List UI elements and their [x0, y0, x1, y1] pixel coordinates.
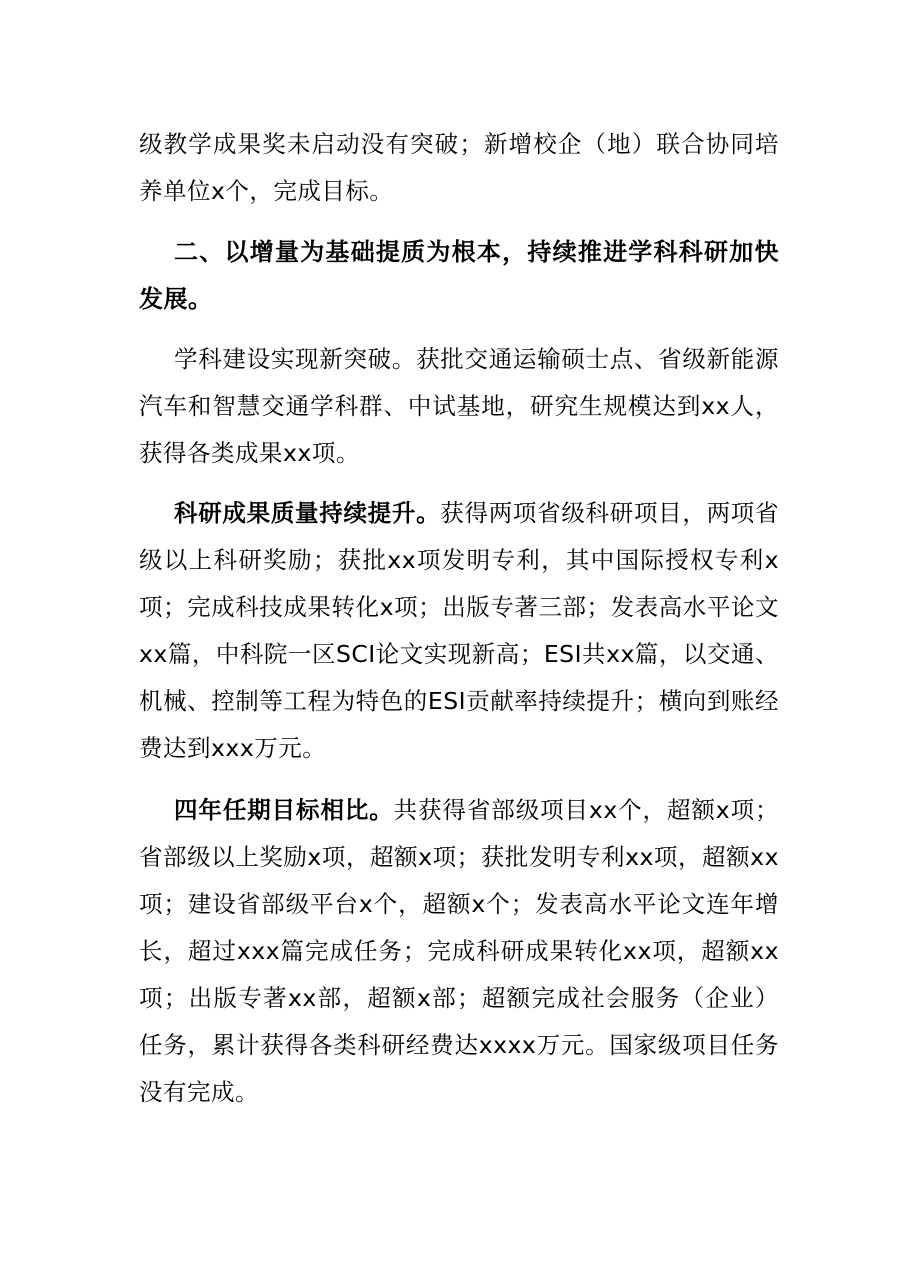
- paragraph-text: 获得两项省级科研项目，两项省级以上科研奖励；获批xx项发明专利，其中国际授权专利x项；完成科技成果转化x项；出版专著三部；发表高水平论文xx篇，中科院一区SCI论文实现新高；ESI共xx篇，以交通、机械、控制等工程为特色的ESI贡献率持续提升；横向到账经费达到xxx万元。: [139, 499, 780, 762]
- paragraph-text: 学科建设实现新突破。获批交通运输硕士点、省级新能源汽车和智慧交通学科群、中试基地，研究生规模达到xx人，获得各类成果xx项。: [139, 345, 779, 467]
- paragraph-four-year-targets: [139, 787, 779, 1116]
- paragraph-text: 级教学成果奖未启动没有突破；新增校企（地）联合协同培养单位x个，完成目标。: [139, 130, 779, 205]
- paragraph-teaching-achievements: [139, 121, 779, 215]
- paragraph-text: 共获得省部级项目xx个，超额x项；省部级以上奖励x项，超额x项；获批发明专利xx项，超额xx项；建设省部级平台x个，超额x个；发表高水平论文连年增长，超过xxx篇完成任务；完成科研成果转化xx项，超额xx项；出版专著xx部，超额x部；超额完成社会服务（企业）任务，累计获得各类科研经费达xxxx万元。国家级项目任务没有完成。: [139, 796, 779, 1106]
- paragraph-lead: 科研成果质量持续提升。: [174, 499, 441, 527]
- heading-text: 二、以增量为基础提质为根本，持续推进学科科研加快发展。: [139, 238, 779, 313]
- section-heading-2: [139, 229, 779, 323]
- paragraph-discipline-construction: [139, 336, 779, 477]
- paragraph-research-quality: [139, 490, 779, 772]
- paragraph-lead: 四年任期目标相比。: [174, 796, 394, 824]
